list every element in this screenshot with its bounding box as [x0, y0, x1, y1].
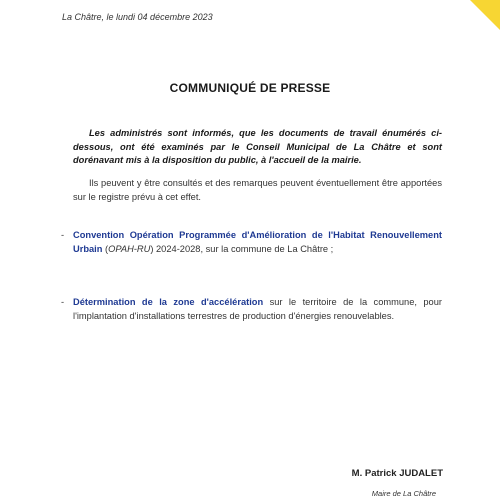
- yellow-corner-decoration: [470, 0, 500, 30]
- item-title-link[interactable]: Convention Opération Programmée d'Amélioration de l'Habitat Renouvellement Urbain: [73, 230, 442, 254]
- signature-role: Maire de La Châtre: [371, 489, 436, 498]
- item-abbreviation: OPAH-RU: [108, 243, 151, 254]
- item-title-link[interactable]: Détermination de la zone d'accélération: [73, 297, 264, 307]
- list-dash: -: [61, 230, 65, 240]
- list-item-text: [73, 296, 442, 323]
- item-rest: sur le territoire de la commune, pour l'implantation d'installations terrestres de production d'énergies renouvelables.: [73, 297, 442, 321]
- list-item: [61, 229, 442, 256]
- intro-paragraph: Les administrés sont informés, que les documents de travail énumérés ci-dessous, ont été examinés par le Conseil Municipal de La Châtre et sont dorénavant mis à la disposition du public, à l'accueil de la mairie.: [73, 128, 442, 165]
- list-dash: -: [61, 297, 65, 307]
- item-rest: ) 2024-2028, sur la commune de La Châtre ;: [150, 243, 334, 254]
- list-item: [61, 296, 442, 323]
- page-title: COMMUNIQUÉ DE PRESSE: [169, 81, 331, 95]
- signature-name: M. Patrick JUDALET: [351, 468, 443, 479]
- item-open-paren: (: [102, 243, 109, 254]
- consultation-paragraph: Ils peuvent y être consultés et des remarques peuvent éventuellement être apportées sur le registre prévu à cet effet.: [73, 178, 442, 202]
- date-line: La Châtre, le lundi 04 décembre 2023: [62, 12, 213, 22]
- list-item-text: [73, 229, 442, 256]
